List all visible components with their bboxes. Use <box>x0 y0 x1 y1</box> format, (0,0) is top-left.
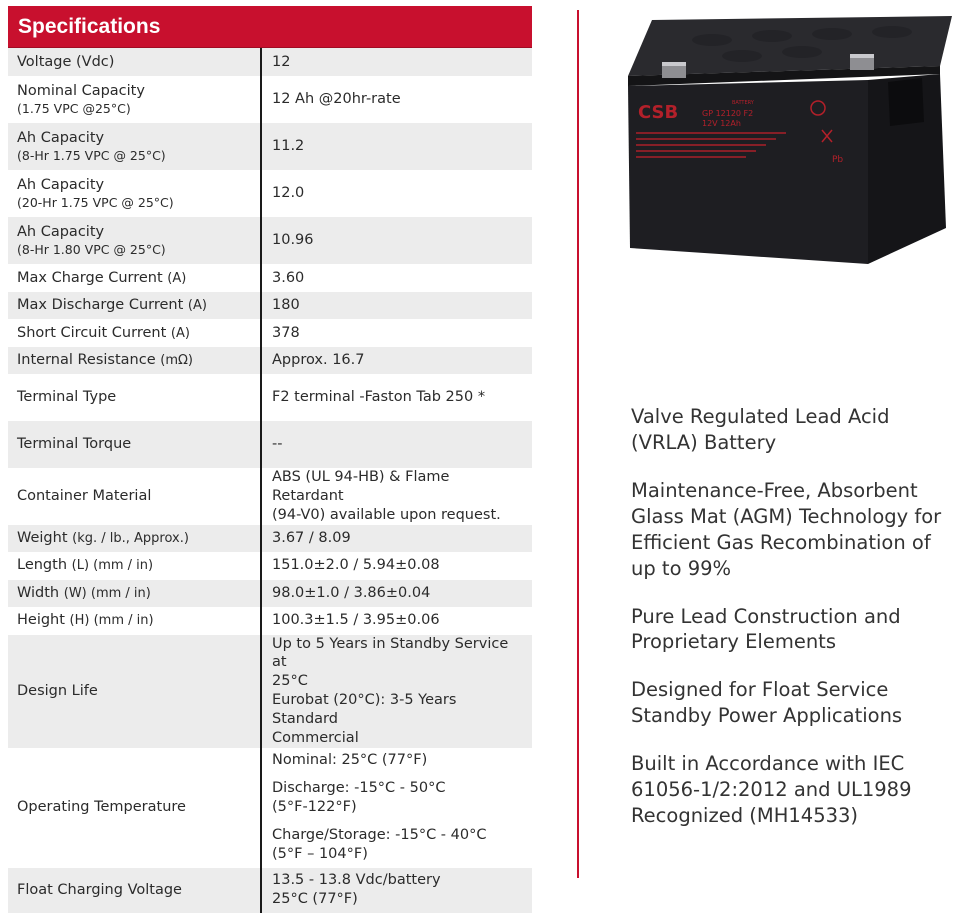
spec-label <box>8 319 261 347</box>
spec-label-unit: (mΩ) <box>160 353 193 369</box>
spec-label-condition: (8-Hr 1.75 VPC @ 25°C) <box>17 148 166 164</box>
spec-value: F2 terminal -Faston Tab 250 * <box>272 389 486 406</box>
spec-label <box>8 347 261 374</box>
spec-label-text: Max Charge Current <box>17 269 163 286</box>
spec-row <box>8 421 532 468</box>
spec-label-text: Short Circuit Current <box>17 324 167 341</box>
spec-label-text: Ah Capacity <box>17 177 105 194</box>
specifications-title: Specifications <box>8 6 532 48</box>
recycle-mark: Pb <box>832 155 844 165</box>
spec-value-line: ABS (UL 94-HB) & Flame Retardant <box>272 469 450 504</box>
spec-value-line: Discharge: -15°C - 50°C <box>272 780 446 797</box>
feature-item: Pure Lead Construction and Proprietary Elements <box>631 604 901 654</box>
spec-value-line: 25°C (77°F) <box>272 891 358 908</box>
spec-value-line: 25°C <box>272 673 308 690</box>
spec-label <box>8 123 261 170</box>
feature-item: Valve Regulated Lead Acid (VRLA) Battery <box>631 405 890 454</box>
spec-value-line: (94-V0) available upon request. <box>272 506 501 523</box>
spec-label-text: Height <box>17 612 65 629</box>
spec-value: 12 <box>261 48 532 76</box>
spec-row <box>8 748 532 868</box>
spec-value <box>261 635 532 748</box>
spec-value-line: 13.5 - 13.8 Vdc/battery <box>272 872 441 889</box>
spec-label <box>8 468 261 525</box>
battery-tag: BATTERY <box>732 100 754 106</box>
spec-label-text: Max Discharge Current <box>17 297 184 314</box>
spec-row <box>8 292 532 319</box>
spec-row <box>8 635 532 748</box>
spec-label <box>8 607 261 635</box>
spec-label <box>8 374 261 421</box>
specifications-panel <box>8 6 532 913</box>
spec-value: 378 <box>272 324 300 341</box>
spec-row <box>8 525 532 552</box>
spec-label <box>8 525 261 552</box>
battery-model: GP 12120 F2 <box>702 109 754 118</box>
spec-label <box>8 748 261 868</box>
spec-value: 100.3±1.5 / 3.95±0.06 <box>272 612 440 629</box>
spec-value-line: Charge/Storage: -15°C - 40°C <box>272 827 487 844</box>
spec-row <box>8 868 532 913</box>
battery-image <box>622 12 954 264</box>
spec-row <box>8 347 532 374</box>
spec-label-text: Terminal Torque <box>17 436 132 453</box>
spec-label <box>8 264 261 292</box>
spec-value: 98.0±1.0 / 3.86±0.04 <box>261 580 532 607</box>
spec-label-unit: (H) (mm / in) <box>69 613 154 629</box>
spec-value: 10.96 <box>261 217 532 264</box>
spec-value: 12.0 <box>272 185 305 202</box>
spec-label-text: Ah Capacity <box>17 130 105 147</box>
spec-value <box>261 748 532 868</box>
spec-value: 3.67 / 8.09 <box>261 525 532 552</box>
spec-label-text: Ah Capacity <box>17 224 105 241</box>
spec-label <box>8 868 261 913</box>
spec-value: 151.0±2.0 / 5.94±0.08 <box>272 557 440 574</box>
spec-label-text: Nominal Capacity <box>17 83 145 100</box>
spec-row <box>8 170 532 217</box>
spec-label-unit: (A) <box>167 270 187 286</box>
spec-value-line: Up to 5 Years in Standby Service at <box>272 635 509 671</box>
feature-item: Designed for Float Service Standby Power Applications <box>631 678 903 728</box>
spec-value <box>261 468 532 525</box>
spec-value: 3.60 <box>272 269 305 286</box>
spec-label-text: Internal Resistance <box>17 352 156 369</box>
spec-label <box>8 170 261 217</box>
spec-label-unit: (A) <box>170 325 190 341</box>
spec-value <box>261 868 532 913</box>
spec-label-text: Operating Temperature <box>17 799 186 816</box>
spec-value-line: (5°F – 104°F) <box>272 845 368 862</box>
spec-label-unit: (L) (mm / in) <box>71 558 154 574</box>
spec-row <box>8 123 532 170</box>
spec-label-text: Voltage (Vdc) <box>17 53 115 70</box>
spec-row <box>8 76 532 123</box>
spec-label-text: Design Life <box>17 682 98 699</box>
spec-label <box>8 217 261 264</box>
spec-label-text: Length <box>17 557 68 574</box>
battery-brand: CSB <box>638 102 679 123</box>
spec-row <box>8 319 532 347</box>
features-list <box>631 404 961 851</box>
spec-row <box>8 607 532 635</box>
spec-value-line: Commercial <box>272 729 359 746</box>
spec-label <box>8 580 261 607</box>
spec-row <box>8 468 532 525</box>
feature-item: Built in Accordance with IEC 61056-1/2:2012 and UL1989 Recognized (MH14533) <box>631 752 912 828</box>
spec-value-line: (5°F-122°F) <box>272 799 357 816</box>
spec-value: -- <box>261 421 532 468</box>
spec-row <box>8 264 532 292</box>
specifications-table <box>8 48 532 913</box>
spec-label <box>8 635 261 748</box>
spec-label-text: Weight <box>17 529 68 546</box>
spec-label-text: Container Material <box>17 487 152 504</box>
spec-value: Approx. 16.7 <box>261 347 532 374</box>
spec-value-line: Nominal: 25°C (77°F) <box>272 752 428 769</box>
vertical-divider <box>577 10 579 878</box>
spec-label-unit: (kg. / lb., Approx.) <box>72 530 189 546</box>
spec-label <box>8 292 261 319</box>
spec-label <box>8 76 261 123</box>
spec-value-gap <box>272 770 523 779</box>
spec-value: 11.2 <box>261 123 532 170</box>
spec-row <box>8 580 532 607</box>
spec-label-condition: (8-Hr 1.80 VPC @ 25°C) <box>17 242 166 258</box>
spec-row <box>8 552 532 580</box>
spec-label-unit: (A) <box>187 298 207 314</box>
spec-label <box>8 48 261 76</box>
spec-label-condition: (20-Hr 1.75 VPC @ 25°C) <box>17 195 174 211</box>
spec-label <box>8 552 261 580</box>
spec-label-text: Float Charging Voltage <box>17 881 182 898</box>
spec-label-text: Terminal Type <box>17 389 117 406</box>
spec-value-gap <box>272 817 523 826</box>
spec-value-line: Eurobat (20°C): 3-5 Years Standard <box>272 692 457 727</box>
spec-label-condition: (1.75 VPC @25°C) <box>17 101 131 117</box>
spec-label-unit: (W) (mm / in) <box>63 585 151 601</box>
spec-label <box>8 421 261 468</box>
spec-value: 180 <box>261 292 532 319</box>
battery-rating: 12V 12Ah <box>702 119 741 128</box>
spec-row <box>8 217 532 264</box>
feature-item: Maintenance-Free, Absorbent Glass Mat (AGM) Technology for Efficient Gas Recombination of up to 99% <box>631 478 942 580</box>
spec-row <box>8 374 532 421</box>
spec-row <box>8 48 532 76</box>
spec-label-text: Width <box>17 584 60 601</box>
spec-value: 12 Ah @20hr-rate <box>272 91 401 108</box>
